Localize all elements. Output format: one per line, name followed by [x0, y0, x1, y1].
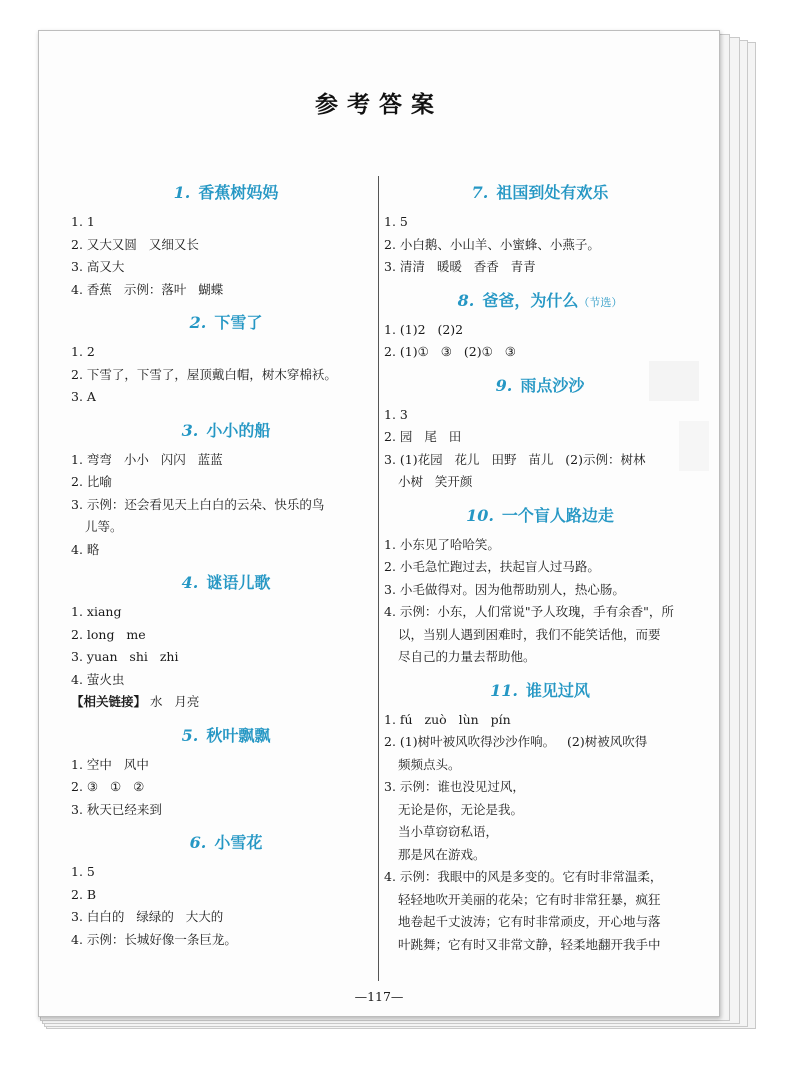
answer-line: 1. 3 [384, 406, 408, 422]
section-title [71, 571, 381, 595]
answer-line: 地卷起千丈波涛；它有时非常顽皮，开心地与落 [398, 914, 661, 929]
answer-line: 3. 示例：谁也没见过风， [384, 779, 525, 794]
section-title [71, 724, 381, 748]
answer-line: 2. 园 尾 田 [384, 429, 462, 444]
answer-line: 2. 小毛急忙跑过去，扶起盲人过马路。 [384, 559, 600, 574]
answer-line: 那是风在游戏。 [398, 846, 486, 862]
section-number: 5. [181, 725, 199, 745]
section-title-text: 秋叶飘飘 [206, 725, 271, 745]
answer-line: 1. 5 [384, 214, 408, 229]
answer-line: 2. 又大又圆 又细又长 [71, 236, 199, 252]
answer-line: 3. 秋天已经来到 [71, 801, 162, 817]
section-title-text: 谜语儿歌 [206, 573, 271, 592]
answer-line: 2. 下雪了，下雪了，屋顶戴白帽，树木穿棉袄。 [71, 366, 337, 382]
answer-line: 3. 清清 暖暖 香香 青青 [384, 259, 536, 274]
section-title-text: 谁见过风 [525, 680, 590, 700]
answer-line: 1. 5 [71, 864, 95, 879]
section-number: 10. [466, 505, 494, 525]
right-column [384, 171, 696, 956]
answer-line: 3. A [71, 389, 96, 404]
answer-line: 1. 空中 风中 [71, 756, 149, 772]
answer-line: 3. 小毛做得对。因为他帮助别人，热心肠。 [384, 581, 625, 597]
section-number: 6. [189, 833, 207, 852]
section-title-text: 下雪了 [214, 313, 263, 332]
answer-line: 1. (1)2 (2)2 [384, 321, 464, 337]
section-title [384, 679, 696, 703]
answer-line: 4. 示例：长城好像一条巨龙。 [71, 931, 237, 947]
section-number: 7. [471, 183, 489, 202]
answer-line: 2. (1)① ③ (2)① ③ [384, 344, 516, 359]
section-number: 3. [181, 420, 199, 440]
answer-line: 3. 白白的 绿绿的 大大的 [71, 909, 224, 924]
section-title-text: 爸爸，为什么 [482, 290, 579, 310]
answer-line: 1. fú zuò lùn pín [384, 711, 511, 727]
section-title [71, 311, 381, 335]
section-number: 8. [457, 290, 475, 310]
answer-page [38, 30, 720, 1017]
section-title-text: 香蕉树妈妈 [198, 183, 279, 202]
section-title-suffix: （节选） [578, 295, 623, 309]
answer-line: 4. 略 [71, 541, 100, 557]
answer-line: 4. 香蕉 示例：落叶 蝴蝶 [71, 281, 224, 297]
answer-line: 2. ③ ① ② [71, 779, 145, 794]
left-column [71, 171, 381, 951]
related-link-label: 【相关链接】 [71, 694, 147, 709]
answer-line: 轻轻地吹开美丽的花朵；它有时非常狂暴，疯狂 [398, 891, 661, 907]
answer-line: 3. 高又大 [71, 259, 125, 274]
related-link-line [71, 691, 381, 714]
answer-line: 无论是你，无论是我。 [398, 801, 524, 817]
section-title-text: 小雪花 [214, 833, 263, 852]
section-title-text: 雨点沙沙 [520, 375, 585, 395]
related-link-text: 水 月亮 [146, 694, 200, 709]
answer-line: 3. yuan shi zhi [71, 649, 179, 664]
answer-line: 1. 2 [71, 344, 95, 359]
section-title [384, 504, 696, 528]
section-title-text: 小小的船 [206, 420, 271, 440]
answer-line: 2. 小白鹅、小山羊、小蜜蜂、小燕子。 [384, 236, 600, 252]
answer-line: 小树 笑开颜 [398, 474, 473, 489]
answer-line: 1. 弯弯 小小 闪闪 蓝蓝 [71, 451, 223, 467]
section-title [384, 289, 696, 313]
answer-line: 3. 示例：还会看见天上白白的云朵、快乐的鸟 [71, 496, 325, 512]
section-number: 11. [490, 680, 518, 700]
section-title [71, 831, 381, 855]
section-number: 9. [495, 375, 513, 395]
answer-line: 2. (1)树叶被风吹得沙沙作响。 (2)树被风吹得 [384, 734, 648, 749]
section-title [71, 181, 381, 205]
answer-line: 2. B [71, 886, 97, 902]
section-title [71, 419, 381, 443]
answer-line: 1. xiang [71, 604, 122, 619]
answer-line: 以，当别人遇到困难时，我们不能笑话他，而要 [398, 626, 661, 642]
section-title [384, 181, 696, 205]
section-number: 2. [189, 313, 207, 332]
section-title-text: 一个盲人路边走 [501, 505, 614, 525]
answer-line: 2. 比喻 [71, 474, 112, 489]
answer-line: 4. 萤火虫 [71, 671, 125, 687]
answer-line: 1. 小东见了哈哈笑。 [384, 536, 500, 552]
section-number: 4. [181, 573, 199, 592]
answer-line: 4. 示例：我眼中的风是多变的。它有时非常温柔， [384, 869, 663, 884]
page-number: —117— [354, 989, 404, 1004]
answer-line: 2. long me [71, 626, 146, 642]
answer-line: 3. (1)花园 花儿 田野 苗儿 (2)示例：树林 [384, 451, 646, 467]
answer-line: 4. 示例：小东，人们常说"予人玫瑰，手有余香"，所 [384, 604, 674, 619]
answer-line: 尽自己的力量去帮助他。 [398, 649, 536, 664]
answer-line: 1. 1 [71, 214, 95, 229]
answer-line: 叶跳舞；它有时又非常文静，轻柔地翻开我手中 [398, 936, 661, 952]
answer-line: 儿等。 [85, 519, 123, 534]
section-title [384, 374, 696, 398]
section-number: 1. [173, 183, 191, 202]
answer-line: 频频点头。 [398, 756, 461, 772]
page-title: 参考答案 [315, 91, 443, 118]
section-title-text: 祖国到处有欢乐 [496, 183, 609, 202]
answer-line: 当小草窃窃私语， [398, 824, 499, 839]
